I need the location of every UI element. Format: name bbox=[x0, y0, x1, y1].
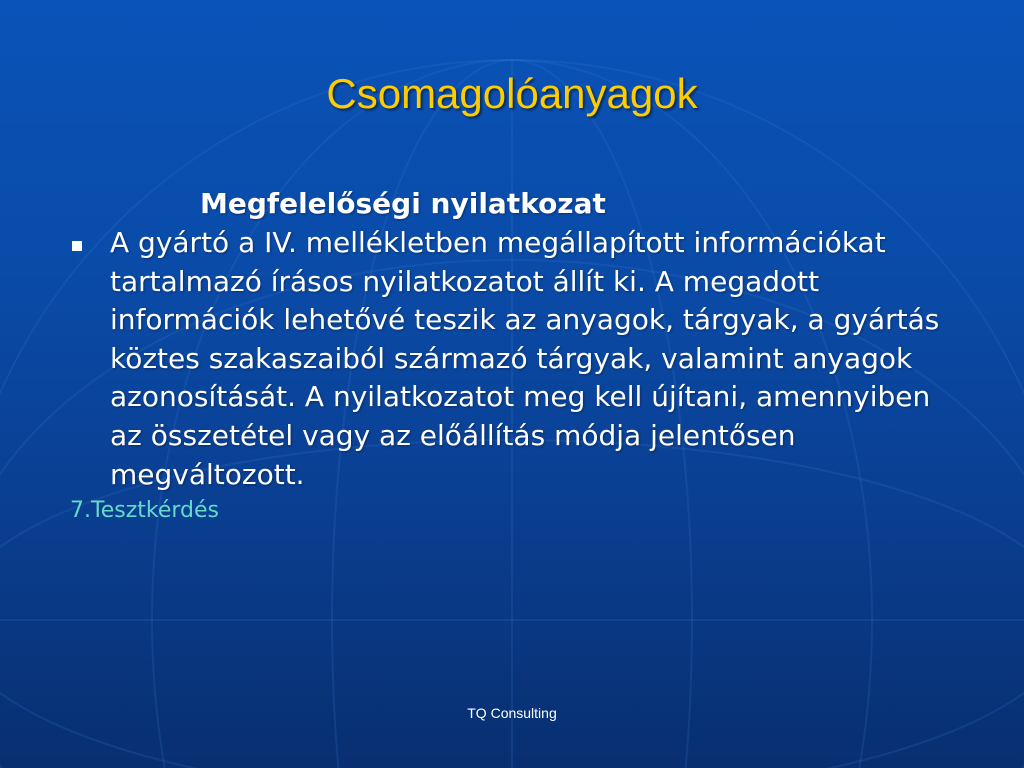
bullet-item bbox=[70, 224, 950, 494]
slide-body bbox=[70, 184, 950, 523]
slide-title: Csomagolóanyagok bbox=[326, 70, 698, 117]
subheading: Megfelelőségi nyilatkozat bbox=[200, 187, 606, 220]
bullet-text: A gyártó a IV. mellékletben megállapított információkat tartalmazó írásos nyilatkozatot állít ki. A megadott információk lehetővé teszik az anyagok, tárgyak, a gyártás köztes szakaszaiból származó tárgyak, valamint anyagok azonosítását. A nyilatkozatot meg kell újítani, amennyiben az összetétel vagy az előállítás módja jelentősen megváltozott. bbox=[110, 226, 940, 491]
footer-text: TQ Consulting bbox=[467, 705, 557, 721]
square-bullet-icon bbox=[72, 241, 82, 251]
test-question-link[interactable]: 7.Tesztkérdés bbox=[70, 498, 219, 524]
